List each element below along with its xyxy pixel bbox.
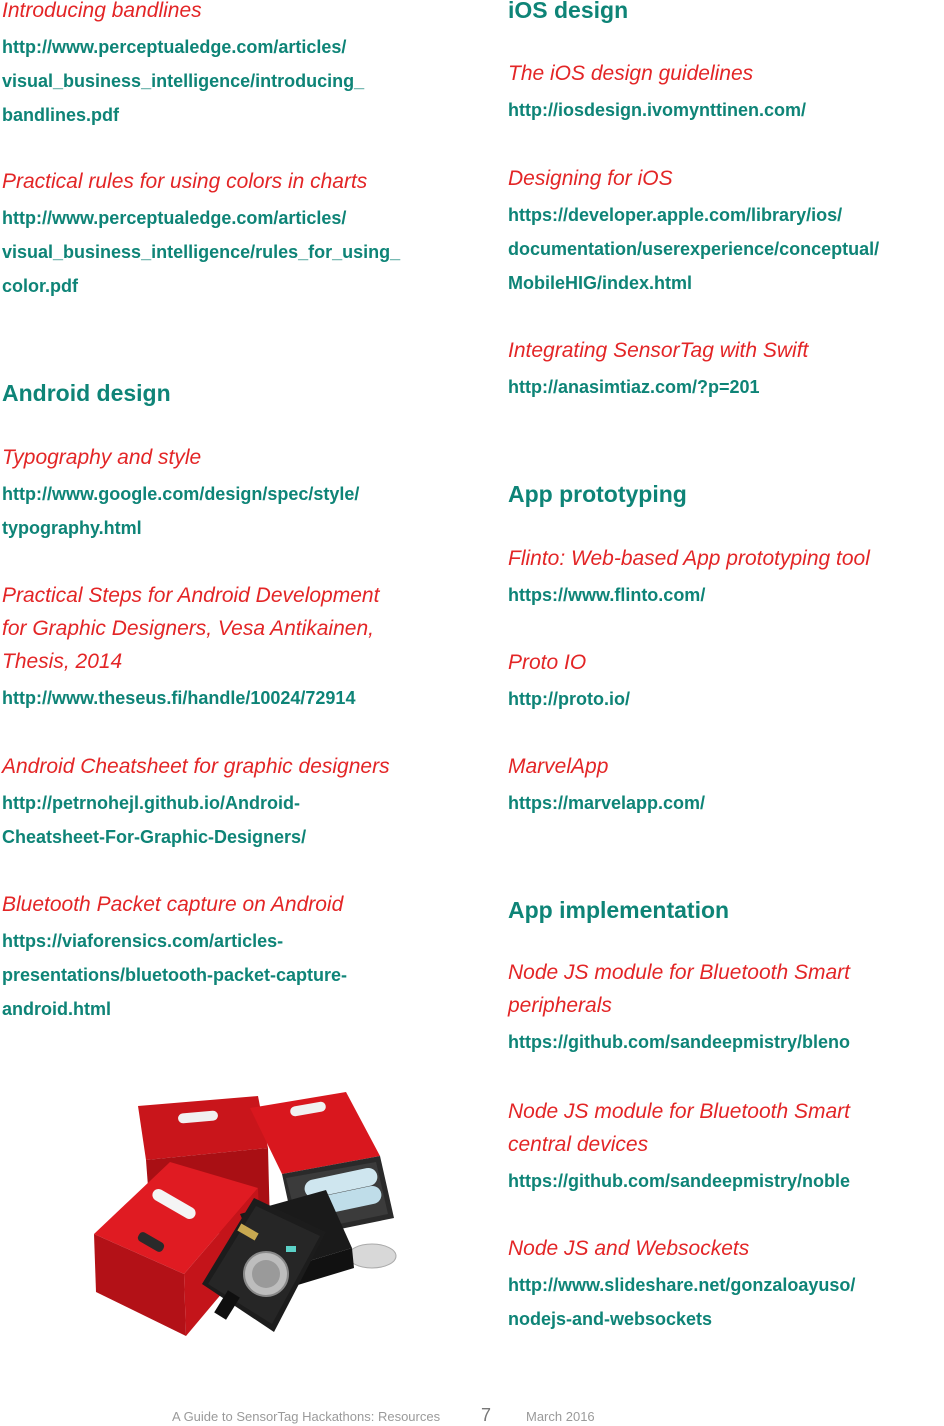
url-line[interactable]: https://github.com/sandeepmistry/bleno: [508, 1032, 851, 1052]
sensortag-product-image: [90, 1078, 420, 1378]
entry-title-line: peripherals: [508, 994, 612, 1017]
page-footer: [0, 1405, 944, 1425]
entry-ios-guidelines: [508, 57, 944, 127]
entry-marvelapp: [508, 750, 944, 820]
entry-url[interactable]: [508, 1268, 944, 1336]
url-line[interactable]: color.pdf: [2, 276, 78, 296]
url-line[interactable]: typography.html: [2, 518, 142, 538]
sensortag-product-icon: [90, 1078, 420, 1378]
url-line[interactable]: android.html: [2, 999, 111, 1019]
url-line[interactable]: visual_business_intelligence/introducing_: [2, 71, 365, 91]
footer-date: March 2016: [526, 1409, 595, 1424]
entry-title: Bluetooth Packet capture on Android: [2, 893, 344, 916]
entry-introducing-bandlines: [2, 0, 472, 132]
entry-bleno: [508, 956, 944, 1059]
entry-url[interactable]: [2, 201, 472, 303]
url-line[interactable]: http://www.google.com/design/spec/style/: [2, 484, 360, 504]
entry-url[interactable]: [508, 786, 944, 820]
section-heading-ios-design: iOS design: [508, 0, 629, 23]
entry-title-line: Node JS module for Bluetooth Smart: [508, 961, 851, 984]
entry-title-line: for Graphic Designers, Vesa Antikainen,: [2, 617, 374, 640]
entry-title-line: Practical Steps for Android Development: [2, 584, 380, 607]
url-line[interactable]: https://viaforensics.com/articles-: [2, 931, 284, 951]
entry-title-line: Thesis, 2014: [2, 650, 123, 673]
url-line[interactable]: https://www.flinto.com/: [508, 585, 706, 605]
url-line[interactable]: http://proto.io/: [508, 689, 630, 709]
footer-document-title: A Guide to SensorTag Hackathons: Resources: [172, 1409, 441, 1424]
entry-url[interactable]: [2, 786, 472, 854]
entry-url[interactable]: [508, 370, 944, 404]
entry-url[interactable]: [2, 924, 472, 1026]
entry-typography-style: [2, 441, 472, 545]
entry-title: Designing for iOS: [508, 167, 673, 190]
entry-title: Node JS and Websockets: [508, 1237, 750, 1260]
url-line[interactable]: https://github.com/sandeepmistry/noble: [508, 1171, 851, 1191]
entry-bluetooth-packet-capture: [2, 888, 472, 1026]
entry-title: Android Cheatsheet for graphic designers: [2, 755, 390, 778]
url-line[interactable]: https://marvelapp.com/: [508, 793, 706, 813]
footer-page-number: 7: [481, 1405, 492, 1425]
entry-url[interactable]: [508, 1164, 944, 1198]
entry-url[interactable]: [508, 682, 944, 716]
entry-url[interactable]: [508, 93, 944, 127]
entry-url[interactable]: [2, 477, 472, 545]
entry-designing-for-ios: [508, 162, 944, 300]
entry-title-line: Node JS module for Bluetooth Smart: [508, 1100, 851, 1123]
url-line[interactable]: presentations/bluetooth-packet-capture-: [2, 965, 348, 985]
entry-title: Introducing bandlines: [2, 0, 202, 22]
entry-proto-io: [508, 646, 944, 716]
url-line[interactable]: http://www.slideshare.net/gonzaloayuso/: [508, 1275, 856, 1295]
entry-sensortag-swift: [508, 334, 944, 404]
entry-android-cheatsheet: [2, 750, 472, 854]
entry-url[interactable]: [508, 1025, 944, 1059]
url-line[interactable]: http://www.perceptualedge.com/articles/: [2, 37, 347, 57]
entry-nodejs-websockets: [508, 1232, 944, 1336]
url-line[interactable]: http://www.perceptualedge.com/articles/: [2, 208, 347, 228]
entry-url[interactable]: [2, 30, 472, 132]
section-heading-app-prototyping: App prototyping: [508, 481, 687, 507]
url-line[interactable]: visual_business_intelligence/rules_for_using_: [2, 242, 401, 262]
entry-flinto: [508, 542, 944, 612]
entry-title: Typography and style: [2, 446, 202, 469]
url-line[interactable]: https://developer.apple.com/library/ios/: [508, 205, 843, 225]
url-line[interactable]: http://anasimtiaz.com/?p=201: [508, 377, 760, 397]
url-line[interactable]: Cheatsheet-For-Graphic-Designers/: [2, 827, 307, 847]
url-line[interactable]: http://iosdesign.ivomynttinen.com/: [508, 100, 807, 120]
entry-title: Proto IO: [508, 651, 587, 674]
url-line[interactable]: bandlines.pdf: [2, 105, 119, 125]
entry-practical-rules-colors: [2, 165, 472, 303]
entry-title: Flinto: Web-based App prototyping tool: [508, 547, 870, 570]
entry-title: Practical rules for using colors in charts: [2, 170, 368, 193]
url-line[interactable]: http://petrnohejl.github.io/Android-: [2, 793, 300, 813]
entry-noble: [508, 1095, 944, 1198]
entry-title: The iOS design guidelines: [508, 62, 754, 85]
entry-title: MarvelApp: [508, 755, 609, 778]
url-line[interactable]: nodejs-and-websockets: [508, 1309, 713, 1329]
entry-url[interactable]: [508, 578, 944, 612]
url-line[interactable]: MobileHIG/index.html: [508, 273, 693, 293]
url-line[interactable]: http://www.theseus.fi/handle/10024/72914: [2, 688, 356, 708]
entry-title: Integrating SensorTag with Swift: [508, 339, 809, 362]
section-heading-android-design: Android design: [2, 380, 171, 406]
entry-url[interactable]: [508, 198, 944, 300]
url-line[interactable]: documentation/userexperience/conceptual/: [508, 239, 880, 259]
entry-title-line: central devices: [508, 1133, 649, 1156]
section-heading-app-implementation: App implementation: [508, 897, 730, 923]
entry-practical-steps-android: [2, 579, 472, 715]
entry-url[interactable]: [2, 681, 472, 715]
